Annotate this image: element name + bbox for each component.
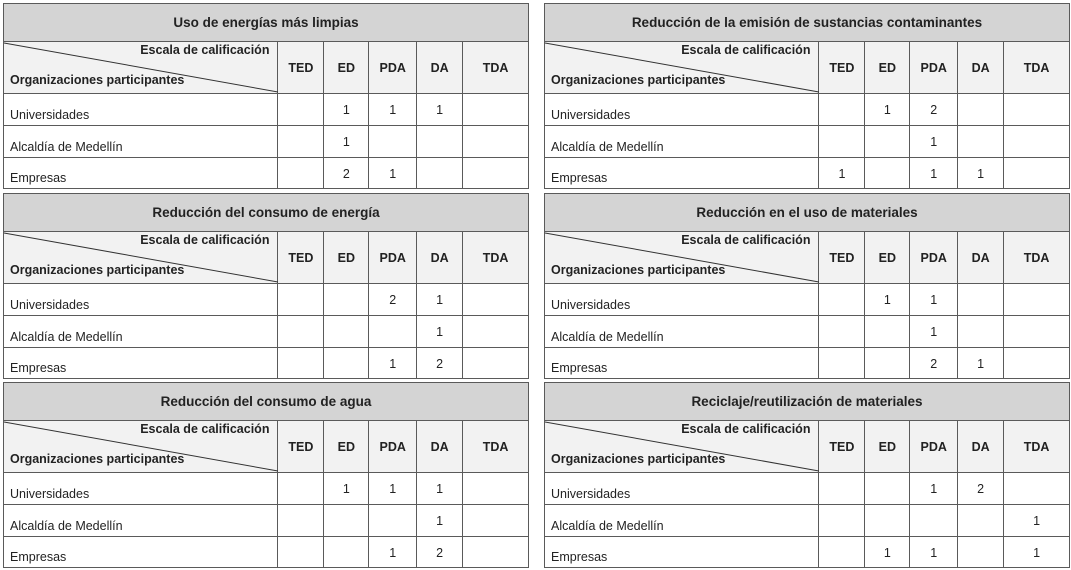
evaluation-table bbox=[544, 3, 1070, 189]
row-label-cell bbox=[545, 473, 819, 504]
value-cell bbox=[463, 348, 528, 378]
value-cell bbox=[278, 537, 324, 567]
column-header: PDA bbox=[369, 232, 417, 283]
column-header: PDA bbox=[910, 42, 958, 93]
value-cell bbox=[865, 348, 910, 378]
cell-value: 1 bbox=[930, 325, 938, 339]
row-label: Alcaldía de Medellín bbox=[10, 519, 123, 533]
value-cell bbox=[417, 473, 463, 504]
row-label: Empresas bbox=[10, 361, 67, 375]
cell-value: 1 bbox=[883, 293, 891, 307]
value-cell bbox=[865, 537, 910, 567]
table-title: Reducción de la emisión de sustancias contaminantes bbox=[545, 4, 1069, 42]
row-label: Empresas bbox=[10, 171, 67, 185]
value-cell bbox=[369, 126, 417, 157]
cell-value: 1 bbox=[838, 167, 846, 181]
evaluation-table bbox=[3, 3, 529, 189]
value-cell bbox=[958, 158, 1004, 188]
cell-value: 1 bbox=[977, 357, 985, 371]
column-header: DA bbox=[958, 42, 1004, 93]
row-label-cell bbox=[4, 158, 278, 188]
value-cell bbox=[278, 94, 324, 125]
value-cell bbox=[958, 473, 1004, 504]
organizations-label: Organizaciones participantes bbox=[10, 73, 185, 87]
row-label: Universidades bbox=[10, 108, 90, 122]
organizations-label: Organizaciones participantes bbox=[10, 452, 185, 466]
column-header: TED bbox=[278, 232, 324, 283]
diagonal-header-cell bbox=[545, 42, 819, 93]
cell-value: 2 bbox=[436, 357, 444, 371]
cell-value: 1 bbox=[436, 293, 444, 307]
table-row bbox=[4, 473, 528, 505]
cell-value: 1 bbox=[389, 103, 397, 117]
table-row bbox=[4, 348, 528, 378]
value-cell bbox=[463, 473, 528, 504]
evaluation-table bbox=[544, 193, 1070, 379]
cell-value: 1 bbox=[930, 482, 938, 496]
value-cell bbox=[910, 537, 958, 567]
row-label-cell bbox=[4, 94, 278, 125]
column-header: TED bbox=[278, 421, 324, 472]
row-label: Universidades bbox=[551, 298, 631, 312]
value-cell bbox=[910, 94, 958, 125]
organizations-label: Organizaciones participantes bbox=[551, 452, 726, 466]
value-cell bbox=[324, 158, 369, 188]
column-header: DA bbox=[958, 421, 1004, 472]
scale-label: Escala de calificación bbox=[140, 43, 270, 57]
row-label-cell bbox=[545, 537, 819, 567]
cell-value: 1 bbox=[342, 103, 350, 117]
column-header: PDA bbox=[369, 42, 417, 93]
row-label-cell bbox=[545, 158, 819, 188]
value-cell bbox=[1004, 505, 1069, 536]
cell-value: 1 bbox=[883, 546, 891, 560]
scale-label: Escala de calificación bbox=[681, 233, 811, 247]
value-cell bbox=[1004, 94, 1069, 125]
value-cell bbox=[369, 348, 417, 378]
row-label-cell bbox=[545, 126, 819, 157]
column-header: DA bbox=[417, 421, 463, 472]
cell-value: 1 bbox=[389, 482, 397, 496]
value-cell bbox=[819, 126, 865, 157]
cell-value: 1 bbox=[436, 514, 444, 528]
column-header: ED bbox=[865, 421, 910, 472]
value-cell bbox=[1004, 158, 1069, 188]
scale-label: Escala de calificación bbox=[140, 233, 270, 247]
table-row bbox=[4, 284, 528, 316]
row-label-cell bbox=[4, 316, 278, 347]
value-cell bbox=[278, 473, 324, 504]
column-header: DA bbox=[958, 232, 1004, 283]
table-title: Uso de energías más limpias bbox=[4, 4, 528, 42]
cell-value: 1 bbox=[977, 167, 985, 181]
cell-value: 1 bbox=[930, 546, 938, 560]
column-header: ED bbox=[865, 232, 910, 283]
table-row bbox=[545, 158, 1069, 188]
column-header: DA bbox=[417, 42, 463, 93]
value-cell bbox=[463, 505, 528, 536]
value-cell bbox=[910, 126, 958, 157]
table-header bbox=[545, 42, 1069, 94]
column-header: TDA bbox=[482, 439, 509, 454]
value-cell bbox=[278, 284, 324, 315]
column-header: TED bbox=[278, 42, 324, 93]
row-label-cell bbox=[545, 348, 819, 378]
value-cell bbox=[819, 158, 865, 188]
row-label: Alcaldía de Medellín bbox=[551, 519, 664, 533]
value-cell bbox=[958, 94, 1004, 125]
column-header: PDA bbox=[910, 232, 958, 283]
value-cell bbox=[463, 126, 528, 157]
cell-value: 1 bbox=[389, 357, 397, 371]
row-label-cell bbox=[545, 316, 819, 347]
row-label: Alcaldía de Medellín bbox=[551, 140, 664, 154]
column-header: TED bbox=[819, 42, 865, 93]
value-cell bbox=[865, 158, 910, 188]
row-label-cell bbox=[4, 537, 278, 567]
row-label: Empresas bbox=[10, 550, 67, 564]
row-label: Universidades bbox=[551, 487, 631, 501]
value-cell bbox=[369, 537, 417, 567]
value-cell bbox=[865, 126, 910, 157]
value-cell bbox=[910, 348, 958, 378]
cell-value: 2 bbox=[436, 546, 444, 560]
column-header: DA bbox=[417, 232, 463, 283]
value-cell bbox=[278, 126, 324, 157]
value-cell bbox=[417, 348, 463, 378]
value-cell bbox=[369, 505, 417, 536]
column-header: TDA bbox=[482, 60, 509, 75]
table-row bbox=[545, 537, 1069, 567]
value-cell bbox=[1004, 284, 1069, 315]
value-cell bbox=[819, 316, 865, 347]
value-cell bbox=[463, 316, 528, 347]
row-label-cell bbox=[4, 505, 278, 536]
value-cell bbox=[278, 158, 324, 188]
row-label: Universidades bbox=[10, 487, 90, 501]
table-row bbox=[545, 505, 1069, 537]
table-row bbox=[4, 158, 528, 188]
value-cell bbox=[324, 316, 369, 347]
row-label-cell bbox=[545, 284, 819, 315]
table-header bbox=[545, 232, 1069, 284]
value-cell bbox=[865, 94, 910, 125]
value-cell bbox=[463, 537, 528, 567]
cell-value: 2 bbox=[342, 167, 350, 181]
cell-value: 2 bbox=[930, 357, 938, 371]
value-cell bbox=[958, 537, 1004, 567]
value-cell bbox=[819, 537, 865, 567]
value-cell bbox=[819, 505, 865, 536]
value-cell bbox=[369, 316, 417, 347]
cell-value: 1 bbox=[930, 293, 938, 307]
value-cell bbox=[819, 284, 865, 315]
value-cell bbox=[958, 505, 1004, 536]
row-label-cell bbox=[4, 473, 278, 504]
table-row bbox=[4, 126, 528, 158]
value-cell bbox=[865, 284, 910, 315]
value-cell bbox=[819, 348, 865, 378]
row-label: Alcaldía de Medellín bbox=[10, 140, 123, 154]
row-label: Empresas bbox=[551, 361, 608, 375]
table-header bbox=[4, 421, 528, 473]
table-row bbox=[4, 94, 528, 126]
diagonal-header-cell bbox=[4, 232, 278, 283]
value-cell bbox=[958, 348, 1004, 378]
diagonal-header-cell bbox=[545, 232, 819, 283]
cell-value: 1 bbox=[389, 167, 397, 181]
row-label-cell bbox=[4, 126, 278, 157]
row-label-cell bbox=[545, 94, 819, 125]
column-header: TED bbox=[819, 421, 865, 472]
value-cell bbox=[910, 473, 958, 504]
cell-value: 1 bbox=[436, 325, 444, 339]
cell-value: 1 bbox=[436, 103, 444, 117]
value-cell bbox=[865, 505, 910, 536]
column-header: PDA bbox=[910, 421, 958, 472]
value-cell bbox=[369, 473, 417, 504]
evaluation-table bbox=[3, 382, 529, 568]
value-cell bbox=[463, 94, 528, 125]
value-cell bbox=[910, 505, 958, 536]
table-row bbox=[545, 126, 1069, 158]
value-cell bbox=[417, 284, 463, 315]
table-row bbox=[545, 316, 1069, 348]
value-cell bbox=[278, 505, 324, 536]
cell-value: 1 bbox=[342, 135, 350, 149]
value-cell bbox=[910, 158, 958, 188]
column-header: TED bbox=[819, 232, 865, 283]
table-row bbox=[4, 537, 528, 567]
diagonal-header-cell bbox=[4, 42, 278, 93]
column-header: ED bbox=[865, 42, 910, 93]
value-cell bbox=[369, 284, 417, 315]
table-row bbox=[545, 284, 1069, 316]
table-row bbox=[545, 94, 1069, 126]
value-cell bbox=[958, 126, 1004, 157]
table-row bbox=[545, 473, 1069, 505]
cell-value: 1 bbox=[1033, 514, 1041, 528]
value-cell bbox=[324, 348, 369, 378]
value-cell bbox=[417, 316, 463, 347]
value-cell bbox=[324, 284, 369, 315]
value-cell bbox=[463, 284, 528, 315]
table-title: Reducción del consumo de agua bbox=[4, 383, 528, 421]
column-header: ED bbox=[324, 232, 369, 283]
row-label: Empresas bbox=[551, 550, 608, 564]
organizations-label: Organizaciones participantes bbox=[10, 263, 185, 277]
table-title: Reciclaje/reutilización de materiales bbox=[545, 383, 1069, 421]
value-cell bbox=[417, 158, 463, 188]
row-label: Universidades bbox=[10, 298, 90, 312]
column-header: TDA bbox=[1023, 439, 1050, 454]
value-cell bbox=[417, 537, 463, 567]
row-label: Alcaldía de Medellín bbox=[10, 330, 123, 344]
value-cell bbox=[324, 473, 369, 504]
row-label-cell bbox=[4, 348, 278, 378]
column-header: TDA bbox=[482, 250, 509, 265]
value-cell bbox=[417, 505, 463, 536]
table-header bbox=[545, 421, 1069, 473]
scale-label: Escala de calificación bbox=[681, 422, 811, 436]
value-cell bbox=[369, 158, 417, 188]
column-header: PDA bbox=[369, 421, 417, 472]
value-cell bbox=[1004, 316, 1069, 347]
column-header: ED bbox=[324, 42, 369, 93]
row-label: Alcaldía de Medellín bbox=[551, 330, 664, 344]
evaluation-table bbox=[3, 193, 529, 379]
value-cell bbox=[324, 537, 369, 567]
cell-value: 1 bbox=[436, 482, 444, 496]
cell-value: 2 bbox=[930, 103, 938, 117]
value-cell bbox=[1004, 537, 1069, 567]
column-header: TDA bbox=[1023, 250, 1050, 265]
value-cell bbox=[910, 284, 958, 315]
value-cell bbox=[463, 158, 528, 188]
table-title: Reducción del consumo de energía bbox=[4, 194, 528, 232]
value-cell bbox=[865, 473, 910, 504]
table-row bbox=[545, 348, 1069, 378]
table-header bbox=[4, 42, 528, 94]
table-title: Reducción en el uso de materiales bbox=[545, 194, 1069, 232]
cell-value: 2 bbox=[389, 293, 397, 307]
cell-value: 1 bbox=[389, 546, 397, 560]
table-row bbox=[4, 505, 528, 537]
value-cell bbox=[417, 94, 463, 125]
value-cell bbox=[324, 505, 369, 536]
organizations-label: Organizaciones participantes bbox=[551, 73, 726, 87]
value-cell bbox=[910, 316, 958, 347]
cell-value: 1 bbox=[342, 482, 350, 496]
value-cell bbox=[1004, 348, 1069, 378]
cell-value: 1 bbox=[930, 167, 938, 181]
value-cell bbox=[1004, 473, 1069, 504]
row-label-cell bbox=[545, 505, 819, 536]
column-header: TDA bbox=[1023, 60, 1050, 75]
value-cell bbox=[324, 94, 369, 125]
value-cell bbox=[958, 284, 1004, 315]
cell-value: 1 bbox=[1033, 546, 1041, 560]
diagonal-header-cell bbox=[4, 421, 278, 472]
value-cell bbox=[369, 94, 417, 125]
organizations-label: Organizaciones participantes bbox=[551, 263, 726, 277]
column-header: ED bbox=[324, 421, 369, 472]
value-cell bbox=[278, 348, 324, 378]
scale-label: Escala de calificación bbox=[681, 43, 811, 57]
value-cell bbox=[865, 316, 910, 347]
diagonal-header-cell bbox=[545, 421, 819, 472]
row-label: Empresas bbox=[551, 171, 608, 185]
value-cell bbox=[324, 126, 369, 157]
cell-value: 1 bbox=[883, 103, 891, 117]
cell-value: 1 bbox=[930, 135, 938, 149]
value-cell bbox=[1004, 126, 1069, 157]
value-cell bbox=[278, 316, 324, 347]
scale-label: Escala de calificación bbox=[140, 422, 270, 436]
table-row bbox=[4, 316, 528, 348]
cell-value: 2 bbox=[977, 482, 985, 496]
evaluation-table bbox=[544, 382, 1070, 568]
row-label: Universidades bbox=[551, 108, 631, 122]
value-cell bbox=[819, 473, 865, 504]
value-cell bbox=[417, 126, 463, 157]
table-header bbox=[4, 232, 528, 284]
value-cell bbox=[958, 316, 1004, 347]
value-cell bbox=[819, 94, 865, 125]
row-label-cell bbox=[4, 284, 278, 315]
